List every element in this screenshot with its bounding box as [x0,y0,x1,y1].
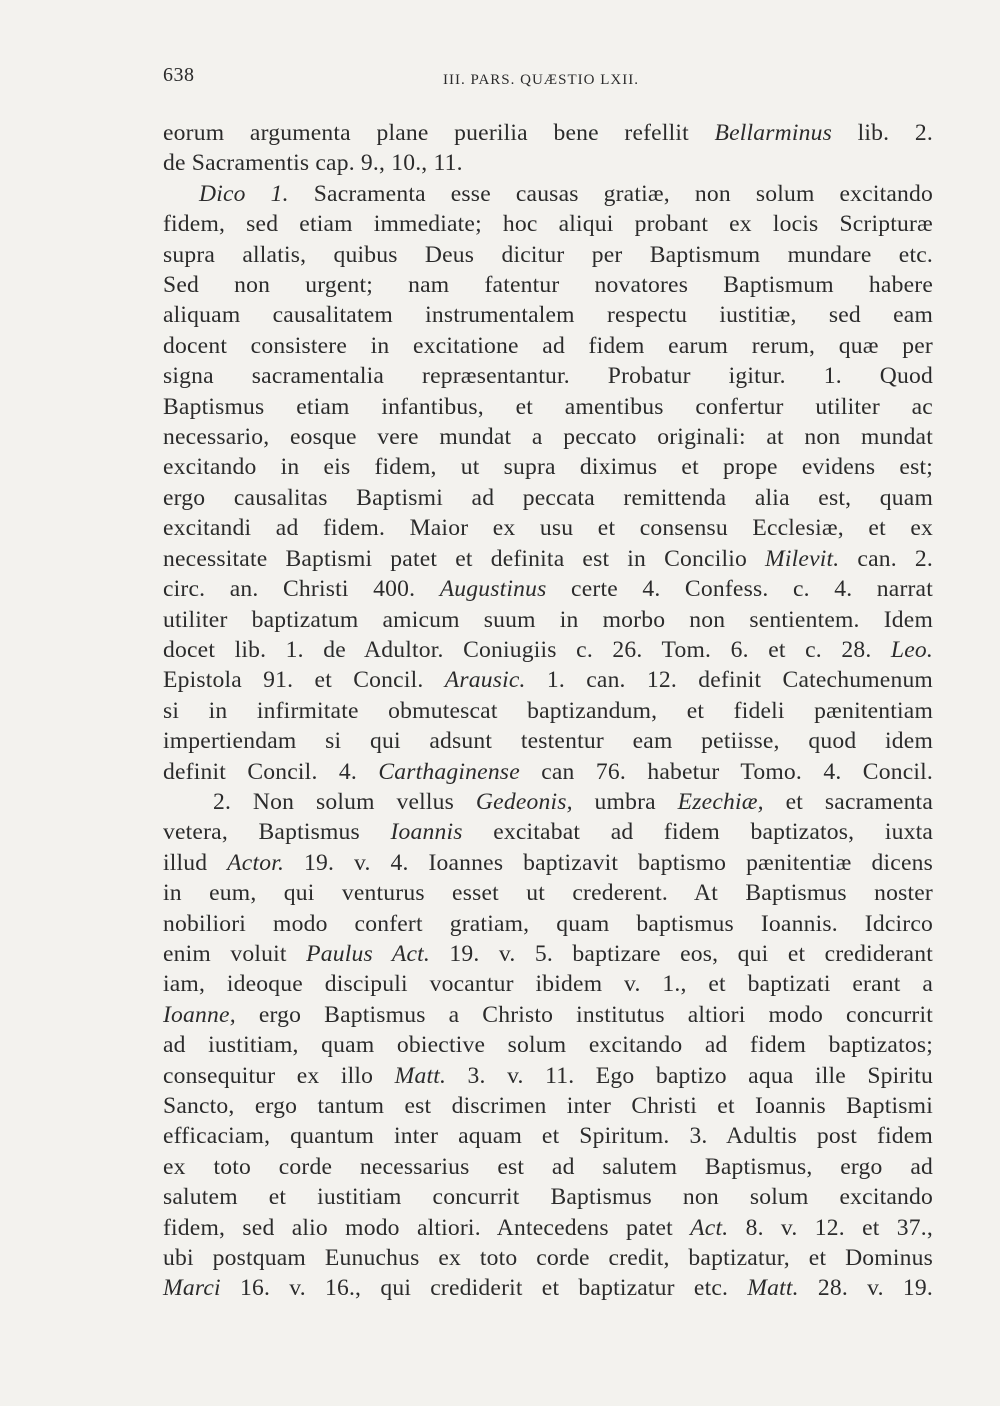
text-line [163,1243,933,1273]
text-run: et sacramenta [763,788,933,815]
text-run: 8. v. 12. et 37., [728,1214,933,1241]
text-line [163,1061,933,1091]
text-run: si in infirmitate obmutescat baptizandum, et fideli pænitentiam [163,697,933,724]
text-line [163,209,933,239]
text-run: illud [163,849,228,876]
text-run: ex toto corde necessarius est ad salutem Baptismus, ergo ad [163,1153,933,1180]
text-run: certe 4. Confess. c. 4. narrat [546,576,933,603]
running-head: III. PARS. QUÆSTIO LXII. [443,72,639,88]
text-run: Sed non urgent; nam fatentur novatores Baptismum habere [163,272,933,299]
italic-reference: Matt. [747,1275,799,1302]
text-line [163,544,933,574]
text-line [163,148,933,178]
text-run: 2. Non solum vellus [213,788,476,815]
text-line [163,1121,933,1151]
text-run: iam, ideoque discipuli vocantur ibidem v. 1., et baptizati erant a [163,971,933,998]
italic-reference: Arausic. [444,667,526,694]
text-line [163,635,933,665]
text-run: nobiliori modo confert gratiam, quam baptismus Ioannis. Idcirco [163,910,933,937]
text-line [163,848,933,878]
text-run: ergo causalitas Baptismi ad peccata remittenda alia est, quam [163,484,933,511]
text-run: vetera, Baptismus [163,819,391,846]
text-run: signa sacramentalia repræsentantur. Probatur igitur. 1. Quod [163,363,933,390]
text-run: fidem, sed etiam immediate; hoc aliqui probant ex locis Scripturæ [163,211,933,238]
text-run: Sancto, ergo tantum est discrimen inter Christi et Ioannis Baptismi [163,1093,933,1119]
text-run: eorum argumenta plane puerilia bene refellit [163,120,715,146]
text-run: circ. an. Christi 400. [163,576,440,603]
body-text [163,118,933,1304]
text-line [163,696,933,726]
italic-reference: Actor. [227,849,285,876]
text-line [163,757,933,787]
text-run: Sacramenta esse causas gratiæ, non solum excitando [288,180,934,207]
text-line [163,1000,933,1030]
text-line [163,422,933,452]
text-line [163,1030,933,1060]
text-run: can. 2. [839,545,934,572]
italic-reference: Ioanne, [163,1001,236,1028]
italic-reference: Milevit. [765,545,840,572]
text-run: aliquam causalitatem instrumentalem respectu iustitiæ, sed eam [163,302,933,329]
text-run: fidem, sed alio modo altiori. Antecedens patet [163,1214,691,1241]
text-run: salutem et iustitiam concurrit Baptismus non solum excitando [163,1184,933,1211]
text-line [163,513,933,543]
text-run: definit Concil. 4. [163,758,379,785]
text-run: excitabat ad fidem baptizatos, iuxta [462,819,933,846]
text-line [163,665,933,695]
italic-reference: Ezechiæ, [677,788,764,815]
text-run: docent consistere in excitatione ad fidem earum rerum, quæ per [163,332,933,359]
text-line [163,817,933,847]
text-line [163,1182,933,1212]
text-line [163,331,933,361]
text-line [163,1091,933,1121]
italic-reference: Ioannis [390,819,463,846]
text-line [163,361,933,391]
text-run: ubi postquam Eunuchus ex toto corde credit, baptizatur, et Dominus [163,1245,933,1272]
text-line [163,787,933,817]
text-run: 3. v. 11. Ego baptizo aqua ille Spiritu [446,1062,933,1089]
text-run: ergo Baptismus a Christo institutus altiori modo concurrit [235,1001,933,1028]
text-run: de Sacramentis cap. 9., 10., 11. [163,150,463,177]
text-run: 19. v. 5. baptizare eos, qui et crediderant [429,940,933,967]
text-line [163,605,933,635]
text-run: Epistola 91. et Concil. [163,667,445,694]
text-line [163,300,933,330]
text-line [163,392,933,422]
italic-reference: Augustinus [439,576,547,603]
text-line [163,179,933,209]
italic-reference: Bellarminus [714,120,833,146]
page-number: 638 [163,64,195,86]
text-run: 28. v. 19. [798,1275,933,1302]
italic-reference: Marci [163,1275,221,1302]
text-line [163,1213,933,1243]
text-run: 19. v. 4. Ioannes baptizavit baptismo pænitentiæ dicens [284,849,933,876]
text-line [163,726,933,756]
text-line [163,240,933,270]
italic-reference: Dico 1. [199,180,289,207]
text-run: 1. can. 12. definit Catechumenum [525,667,933,694]
text-line [163,270,933,300]
text-run: excitandi ad fidem. Maior ex usu et consensu Ecclesiæ, et ex [163,515,933,542]
text-line [163,1273,933,1303]
text-run: ad iustitiam, quam obiective solum excitando ad fidem baptizatos; [163,1032,933,1059]
text-run: enim voluit [163,940,307,967]
text-line [163,452,933,482]
text-run: impertiendam si qui adsunt testentur eam petiisse, quod idem [163,728,933,755]
text-line [163,1152,933,1182]
text-line [163,574,933,604]
italic-reference: Carthaginense [378,758,520,785]
text-run: docet lib. 1. de Adultor. Coniugiis c. 26. Tom. 6. et c. 28. [163,636,891,663]
text-run: can 76. habetur Tomo. 4. Concil. [519,758,933,785]
text-run: lib. 2. [832,120,933,146]
text-run: Baptismus etiam infantibus, et amentibus confertur utiliter ac [163,393,933,420]
text-run: supra allatis, quibus Deus dicitur per Baptismum mundare etc. [163,241,933,268]
text-run: umbra [572,788,678,815]
text-line [163,483,933,513]
text-line [163,909,933,939]
text-run: in eum, qui venturus esset ut crederent. At Baptismus noster [163,880,933,907]
text-run: consequitur ex illo [163,1062,395,1089]
italic-reference: Paulus Act. [306,940,430,967]
text-run: necessitate Baptismi patet et definita est in Concilio [163,545,766,572]
text-run: necessario, eosque vere mundat a peccato originali: at non mundat [163,424,933,451]
italic-reference: Act. [690,1214,729,1241]
text-line [163,878,933,908]
text-run: efficaciam, quantum inter aquam et Spiritum. 3. Adultis post fidem [163,1123,933,1150]
text-line [163,939,933,969]
text-run: excitando in eis fidem, ut supra diximus et prope evidens est; [163,454,933,481]
text-run: utiliter baptizatum amicum suum in morbo non sentientem. Idem [163,606,933,633]
text-line [163,969,933,999]
italic-reference: Leo. [890,636,933,663]
text-line [163,118,933,148]
text-run: 16. v. 16., qui crediderit et baptizatur etc. [220,1275,748,1302]
page-header [163,60,933,92]
italic-reference: Gedeonis, [475,788,573,815]
italic-reference: Matt. [394,1062,447,1089]
